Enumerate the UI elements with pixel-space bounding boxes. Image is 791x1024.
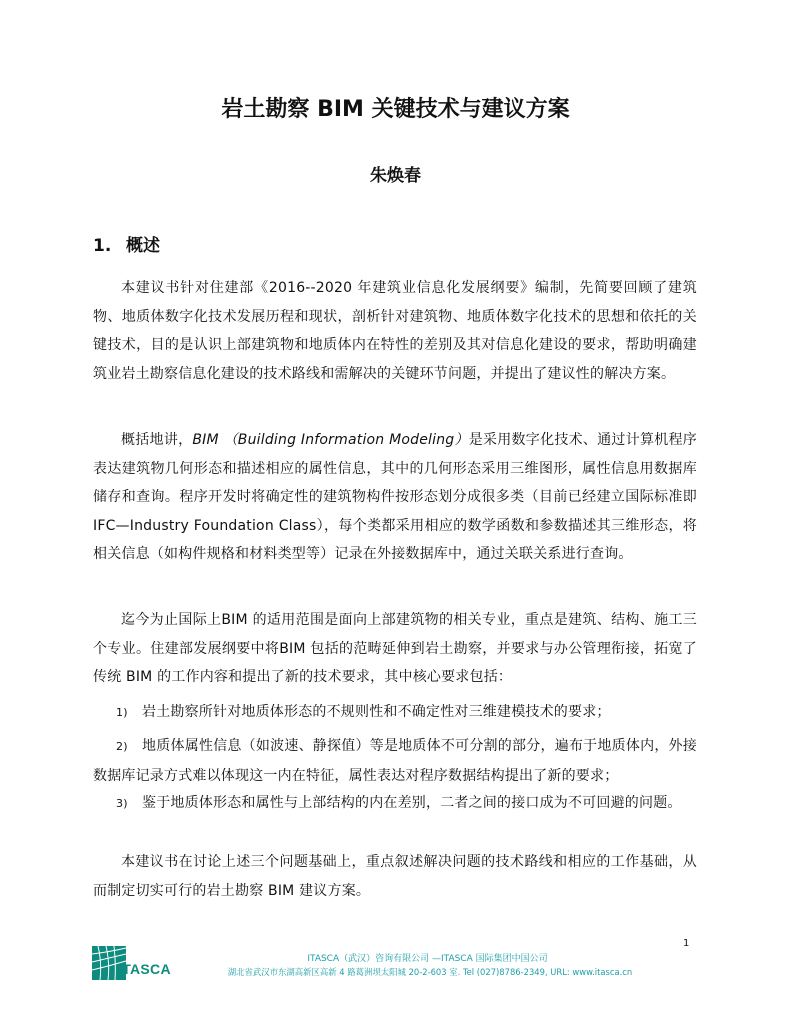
logo-text: ITASCA	[118, 961, 171, 977]
list-text: 鉴于地质体形态和属性与上部结构的内在差别，二者之间的接口成为不可回避的问题。	[142, 795, 682, 811]
list-text: 岩土勘察所针对地质体形态的不规则性和不确定性对三维建模技术的要求；	[142, 704, 611, 720]
footer-company: ITASCA（武汉）咨询有限公司 —ITASCA 国际集团中国公司	[307, 954, 548, 964]
list-item	[93, 789, 697, 819]
footer-address: 湖北省武汉市东湖高新区高新 4 路葛洲坝太阳城 20-2-603 室. Tel (027)8786-2349, URL: www.itasca.cn	[227, 967, 633, 977]
list-marker: 2)	[116, 740, 128, 753]
section-number: 1.	[93, 236, 112, 256]
list-item	[93, 732, 697, 790]
paragraph-3: 迄今为止国际上BIM 的适用范围是面向上部建筑物的相关专业，重点是建筑、结构、施工三个专业。住建部发展纲要中将BIM 包括的范畴延伸到岩土勘察，并要求与办公管理衔接，拓宽了传统 BIM 的工作内容和提出了新的技术要求，其中核心要求包括：	[93, 612, 697, 685]
paragraph-4: 本建议书在讨论上述三个问题基础上，重点叙述解决问题的技术路线和相应的工作基础，从而制定切实可行的岩土勘察 BIM 建议方案。	[93, 854, 697, 899]
itasca-logo	[92, 946, 177, 982]
list-marker: 3)	[116, 797, 128, 810]
list-text: 地质体属性信息（如波速、静探值）等是地质体不可分割的部分，遍布于地质体内，外接数据库记录方式难以体现这一内在特征，属性表达对程序数据结构提出了新的要求；	[93, 738, 697, 784]
section-heading	[93, 231, 160, 256]
paragraph-2-body: 是采用数字化技术、通过计算机程序表达建筑物几何形态和描述相应的属性信息，其中的几何形态采用三维图形，属性信息用数据库储存和查询。程序开发时将确定性的建筑物构件按形态划分成很多类（目前已经建立国际标准即 IFC—Industry Foundation Class），每个类都采用相应的数学函数和参数描述其三维形态，将相关信息（如构件规格和材料类型等）记录在外接数据库中，通过关联关系进行查询。	[93, 432, 697, 562]
paragraph-2	[93, 426, 697, 569]
page-number: 1	[683, 938, 690, 949]
paragraph-2-lead: 概括地讲，	[121, 432, 193, 448]
list-item	[93, 698, 697, 728]
paragraph-1: 本建议书针对住建部《2016--2020 年建筑业信息化发展纲要》编制，先简要回顾了建筑物、地质体数字化技术发展历程和现状，剖析针对建筑物、地质体数字化技术的思想和依托的关键技术，目的是认识上部建筑物和地质体内在特性的差别及其对信息化建设的要求，帮助明确建筑业岩土勘察信息化建设的技术路线和需解决的关键环节问题，并提出了建议性的解决方案。	[93, 280, 697, 382]
bim-term: BIM （Building Information Modeling）	[192, 432, 469, 448]
document-title: 岩土勘察 BIM 关键技术与建议方案	[221, 97, 570, 122]
author-name: 朱焕春	[370, 166, 421, 186]
section-title: 概述	[126, 236, 160, 256]
list-marker: 1)	[116, 706, 128, 719]
